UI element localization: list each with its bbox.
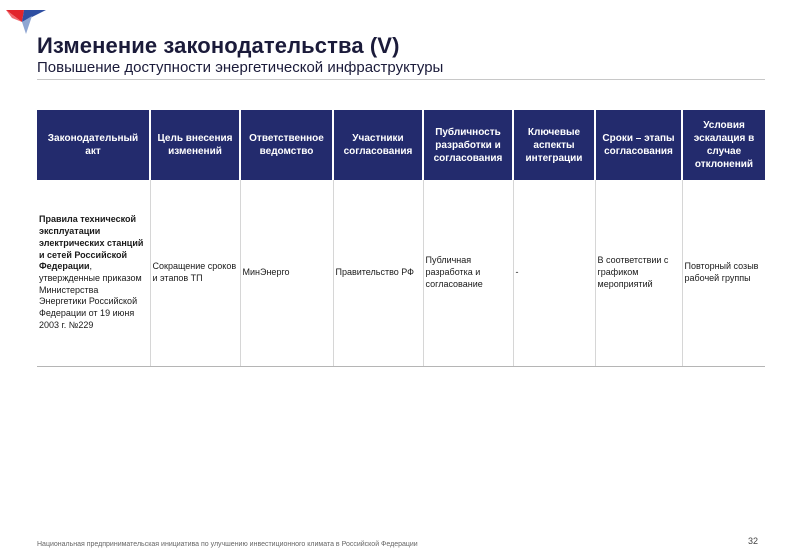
header-participants: Участники согласования	[333, 110, 423, 180]
page-number: 32	[748, 536, 759, 546]
title-divider	[37, 79, 765, 80]
header-aspects: Ключевые аспекты интеграции	[513, 110, 595, 180]
header-terms: Сроки – этапы согласования	[595, 110, 682, 180]
logo-icon	[2, 4, 48, 36]
cell-terms: В соответствии с графиком мероприятий	[595, 180, 682, 367]
cell-aspects: -	[513, 180, 595, 367]
legislation-table	[37, 110, 765, 367]
header-goal: Цель внесения изменений	[150, 110, 240, 180]
cell-publicity: Публичная разработка и согласование	[423, 180, 513, 367]
cell-goal: Сокращение сроков и этапов ТП	[150, 180, 240, 367]
act-title: Правила технической эксплуатации электрических станций и сетей Российской Федерации	[39, 214, 144, 272]
cell-agency: МинЭнерго	[240, 180, 333, 367]
header-escalation: Условия эскалация в случае отклонений	[682, 110, 765, 180]
cell-escalation: Повторный созыв рабочей группы	[682, 180, 765, 367]
header-agency: Ответственное ведомство	[240, 110, 333, 180]
cell-act	[37, 180, 150, 367]
act-details: , утвержденные приказом Министерства Энергетики Российской Федерации от 19 июня 2003 г. №229	[39, 261, 142, 330]
table-header-row	[37, 110, 765, 180]
header-act: Законодательный акт	[37, 110, 150, 180]
footer-text: Национальная предпринимательская инициатива по улучшению инвестиционного климата в Российской Федерации	[37, 541, 418, 548]
header-publicity: Публичность разработки и согласования	[423, 110, 513, 180]
cell-participants: Правительство РФ	[333, 180, 423, 367]
page-subtitle: Повышение доступности энергетической инфраструктуры	[37, 59, 444, 76]
table-row	[37, 180, 765, 367]
page-title: Изменение законодательства (V)	[37, 33, 400, 58]
